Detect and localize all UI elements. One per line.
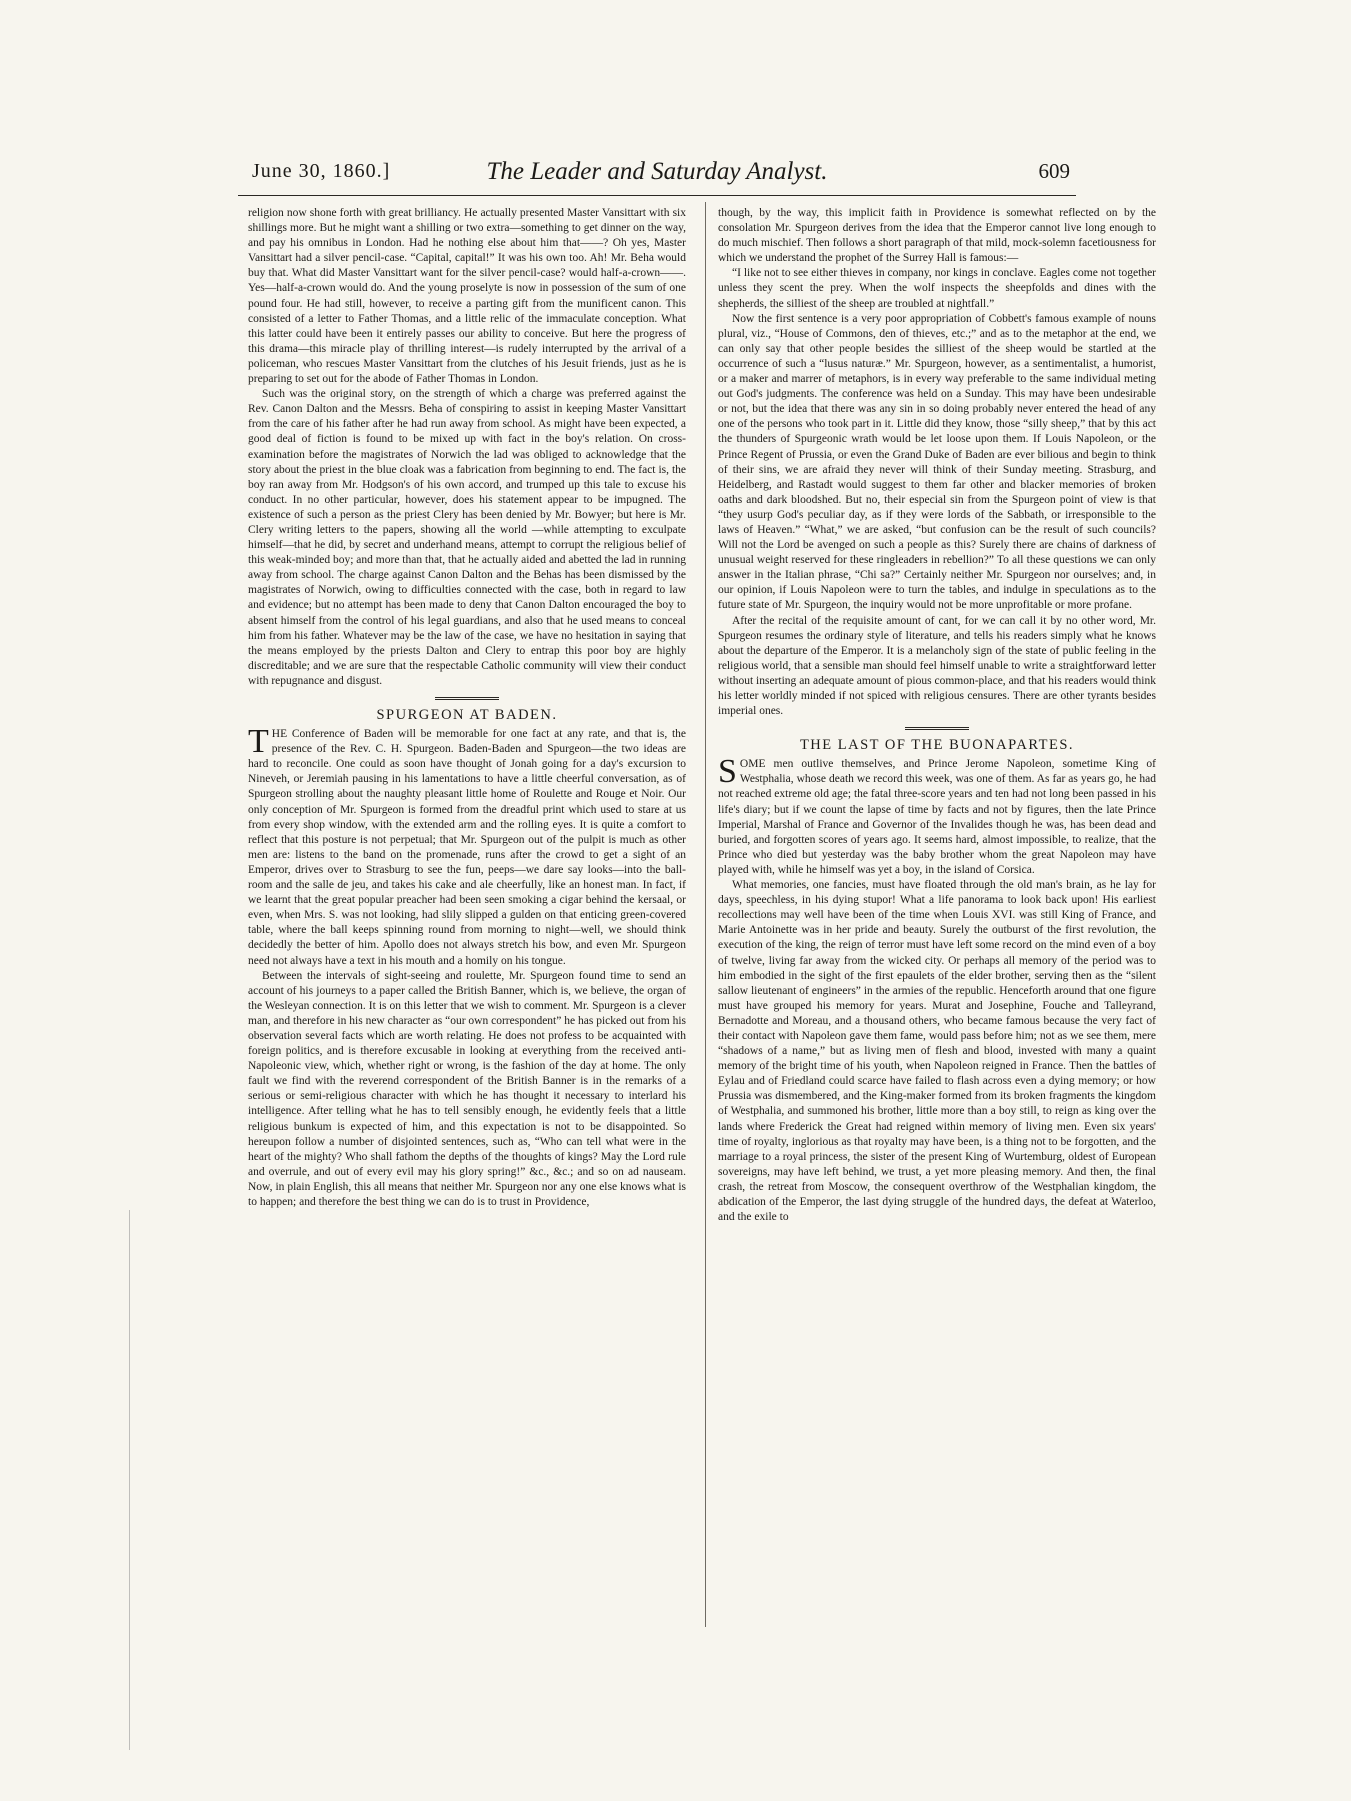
drop-cap: T bbox=[248, 723, 269, 761]
article-paragraph: Between the intervals of sight-seeing and roulette, Mr. Spurgeon found time to send an account of his journeys to a paper called the British Banner, which is, we believe, the organ of the Wesleyan connection. It is on this letter that we wish to comment. Mr. Spurgeon is a clever man, and therefore in his new character as “our own correspondent” he has picked out from his observation several facts which are worth relating. He does not profess to be acquainted with foreign politics, and is therefore excusable in looking at everything from the received anti-Napoleonic view, which, whether right or wrong, is the fashion of the day at home. The only fault we find with the reverend correspondent of the British Banner is in the remarks of a serious or semi-religious character with which he has thought it necessary to interlard his intelligence. After telling what he has to tell sensibly enough, he evidently feels that a little religious bunkum is expected of him, and this expectation is not to be disappointed. So hereupon follow a number of disjointed sentences, such as, “Who can tell what were in the heart of the mighty? Who shall fathom the depths of the thoughts of kings? May the Lord rule and overrule, and out of every evil may his glory spring!” &c., &c.; and so on ad nauseam. Now, in plain English, this all means that neither Mr. Spurgeon nor any one else knows what is to happen; and therefore the best thing we can do is to trust in Providence, bbox=[248, 969, 686, 1208]
article-paragraph: religion now shone forth with great brilliancy. He actually presented Master Vansittart with six shillings more. But he might want a shilling or two extra—something to get dinner on the way, and pay his omnibus in London. Had he nothing else about him that——? Oh yes, Master Vansittart had a silver pencil-case. “Capital, capital!” It was his own too. Ah! Mr. Beha would buy that. What did Master Vansittart want for the silver pencil-case? would half-a-crown——. Yes—half-a-crown would do. And the young proselyte is now in possession of the sum of one pound four. He had still, however, to receive a parting gift from the munificent canon. This consisted of a letter to Father Thomas, and a little relic of the immaculate conception. What this latter could have been it entirely passes our ability to conceive. But here the progress of this drama—this miracle play of thrilling interest—is rudely interrupted by the arrival of a policeman, who rescues Master Vansittart from the clutches of his Jesuit friends, just as he is preparing to set out for the abode of Father Thomas in London. bbox=[248, 207, 686, 386]
article-paragraph bbox=[248, 723, 686, 969]
paragraph-text: OME men outlive themselves, and Prince Jerome Napoleon, sometime King of Westphalia, whose death we record this week, was one of them. As far as years go, he had not reached extreme old age; the fatal three-score years and ten had not long been passed in his life's diary; but if we count the lapse of time by facts and not by figures, then the late Prince Imperial, Marshal of France and Governor of the Invalides though he was, has been dead and buried, and forgotten scores of years ago. It seems hard, almost impossible, to realize, that the Prince who died but yesterday was the baby brother whom the great Napoleon may have played with, while he himself was yet a boy, in the island of Corsica. bbox=[718, 758, 1156, 876]
publication-title: The Leader and Saturday Analyst. bbox=[486, 158, 828, 185]
drop-cap: S bbox=[718, 753, 737, 791]
left-column bbox=[248, 206, 686, 1210]
article-paragraph: Such was the original story, on the strength of which a charge was preferred against the Rev. Canon Dalton and the Messrs. Beha of conspiring to assist in keeping Master Vansittart from the care of his father after he had run away from school. As might have been expected, a good deal of fiction is found to be mixed up with fact in the boy's relation. On cross-examination before the magistrates of Norwich the lad was obliged to acknowledge that the story about the priest in the blue cloak was a fabrication from beginning to end. The fact is, the boy ran away from Mr. Hodgson's of his own accord, and trumped up this tale to excuse his conduct. In no other particular, however, does his statement appear to be impugned. The existence of such a person as the priest Clery has been denied by Mr. Bowyer; but here is Mr. Clery writing letters to the papers, showing all the world —while attempting to exculpate himself—that he did, by secret and underhand means, attempt to corrupt the religious belief of this weak-minded boy; and more than that, that he actually aided and abetted the lad in running away from school. The charge against Canon Dalton and the Behas has been dismissed by the magistrates of Norwich, owing to difficulties connected with the case, both in regard to law and evidence; but no attempt has been made to deny that Canon Dalton encouraged the boy to absent himself from the control of his legal guardians, and also that he used means to conceal him from his father. Whatever may be the law of the case, we have no hesitation in saying that the means employed by the priests Dalton and Clery to entrap this poor boy are highly discreditable; and we are sure that the respectable Catholic community will view their conduct with repugnance and disgust. bbox=[248, 388, 686, 687]
section-separator bbox=[905, 727, 969, 732]
section-title-spurgeon: SPURGEON AT BADEN. bbox=[376, 707, 558, 723]
margin-line bbox=[129, 1210, 130, 1750]
column-divider bbox=[705, 202, 706, 1627]
article-paragraph bbox=[718, 753, 1156, 878]
page-number: 609 bbox=[1038, 159, 1070, 183]
page-header bbox=[238, 158, 1076, 192]
right-column bbox=[718, 206, 1156, 1225]
paragraph-text: HE Conference of Baden will be memorable for one fact at any rate, and that is, the presence of the Rev. C. H. Spurgeon. Baden-Baden and Spurgeon—the two ideas are hard to reconcile. One could as soon have thought of Jonah going for a day's excursion to Nineveh, or Jeremiah pausing in his lamentations to have a little cheerful conversation, as of Spurgeon strolling about the naughty pleasant little home of Roulette and Rouge et Noir. Our only conception of Mr. Spurgeon is formed from the dreadful print which used to stare at us from every shop window, with the extended arm and the rolling eyes. It is quite a comfort to reflect that this posture is not perpetual; that Mr. Spurgeon out of the pulpit is much as other men are: listens to the band on the promenade, runs after the crowd to get a sight of an Emperor, drives over to Strasburg to see the fun, peeps—we dare say looks—into the ball-room and the salle de jeu, and takes his cake and ale cheerfully, like an honest man. In fact, if we learnt that the great popular preacher had been seen smoking a cigar behind the kersaal, or even, when Mrs. S. was not looking, had slily slipped a gulden on that enticing green-covered table, where the ball keeps spinning round from morning to night—well, we should think decidedly the better of him. Apollo does not always stretch his bow, and even Mr. Spurgeon need not always have a text in his mouth and a homily on his tongue. bbox=[248, 728, 686, 967]
article-paragraph: After the recital of the requisite amount of cant, for we can call it by no other word, Mr. Spurgeon resumes the ordinary style of literature, and tells his readers simply what he knows about the departure of the Emperor. It is a melancholy sign of the state of public feeling in the religious world, that a sensible man should feel himself unable to write a straightforward letter without inserting an adequate amount of pious common-place, and that his readers would think his letter worldly minded if not spiced with religious censures. There are other tyrants besides imperial ones. bbox=[718, 614, 1156, 718]
article-paragraph: Now the first sentence is a very poor appropriation of Cobbett's famous example of nouns plural, viz., “House of Commons, den of thieves, etc.;” and as to the metaphor at the end, we can only say that other people besides the silliest of the sheep would be startled at the occurrence of such a “lusus naturæ.” Mr. Spurgeon, however, as a sentimentalist, a humorist, or a maker and marrer of metaphors, is in every way preferable to the same individual meting out God's judgments. The conference was held on a Sunday. This may have been undesirable or not, but the idea that there was any sin in so doing probably never entered the head of any one of the persons who took part in it. Little did they know, those “silly sheep,” that by this act the thunders of Spurgeonic wrath would be let loose upon them. If Louis Napoleon, or the Prince Regent of Prussia, or even the Grand Duke of Baden are ever bilious and begin to think of their sins, we are afraid they never will think of their Sunday meeting. Strasburg, and Heidelberg, and Rastadt would suggest to them far other and blacker memories of broken oaths and dark bloodshed. But no, their especial sin from the Spurgeon point of view is that “they usurp God's peculiar day, as if they were lords of the Sabbath, or irresponsible to the laws of Heaven.” “What,” we are asked, “but confusion can be the result of such councils? Will not the Lord be avenged on such a people as this? Surely there are chains of darkness of unusual weight reserved for these ringleaders in rebellion?” To all these questions we can only answer in the Italian phrase, “Chi sa?” Certainly neither Mr. Spurgeon nor ourselves; and, in our opinion, if Louis Napoleon were to turn the tables, and indulge in speculations as to the future state of Mr. Spurgeon, the inquiry would not be more unprofitable or more profane. bbox=[718, 312, 1156, 612]
article-paragraph: though, by the way, this implicit faith in Providence is somewhat reflected on by the consolation Mr. Spurgeon derives from the idea that the Emperor cannot live long enough to do much mischief. Then follows a short paragraph of that mild, mock-solemn facetiousness for which we understand the prophet of the Surrey Hall is famous:— bbox=[718, 207, 1156, 265]
section-title-buonapartes: THE LAST OF THE BUONAPARTES. bbox=[799, 737, 1075, 754]
block-quote: “I like not to see either thieves in company, nor kings in conclave. Eagles come not together unless they scent the prey. When the wolf inspects the sheepfolds and dines with the shepherds, the silliest of the sheep are troubled at nightfall.” bbox=[718, 267, 1156, 310]
issue-date: June 30, 1860.] bbox=[252, 160, 391, 182]
article-paragraph: What memories, one fancies, must have floated through the old man's brain, as he lay for days, speechless, in his dying stupor! What a life panorama to look back upon! His earliest recollections may well have been of the time when Louis XVI. was still King of France, and Marie Antoinette was in her pride and beauty. Surely the outburst of the first revolution, the execution of the king, the reign of terror must have left some record on the mind even of a boy of twelve, living far away from the wicked city. Or perhaps all memory of the period was to him embodied in the sight of the first epaulets of the elder brother, serving then as the “silent sallow lieutenant of engineers” in the armies of the republic. Henceforth around that one figure must have grouped his memory for years. Murat and Josephine, Fouche and Talleyrand, Bernadotte and Moreau, and a thousand others, who became famous because the very fact of their contact with Napoleon gave them fame, would pass before him; not as we see them, mere “shadows of a name,” but as living men of flesh and blood, invested with many a quaint memory of the bright time of his youth, when Napoleon reigned in France. Then the battles of Eylau and of Friedland could scarce have failed to flash across even a dying memory; or how Prussia was dismembered, and the King-maker formed from its broken fragments the kingdom of Westphalia, and summoned his brother, little more than a boy still, to reign as king over the lands where Frederick the Great had reigned within memory of living men. Even six years' time of royalty, inglorious as that royalty may have been, is a thing not to be forgotten, and the marriage to a royal princess, the sister of the present King of Wurtemburg, oldest of European sovereigns, may have left behind, we trust, a yet more pleasing memory. And then, the final crash, the retreat from Moscow, the consequent overthrow of the Westphalian kingdom, the abdication of the Emperor, the last dying struggle of the hundred days, the defeat at Waterloo, and the exile to bbox=[718, 879, 1156, 1224]
header-rule bbox=[238, 195, 1076, 196]
section-separator bbox=[435, 697, 499, 702]
